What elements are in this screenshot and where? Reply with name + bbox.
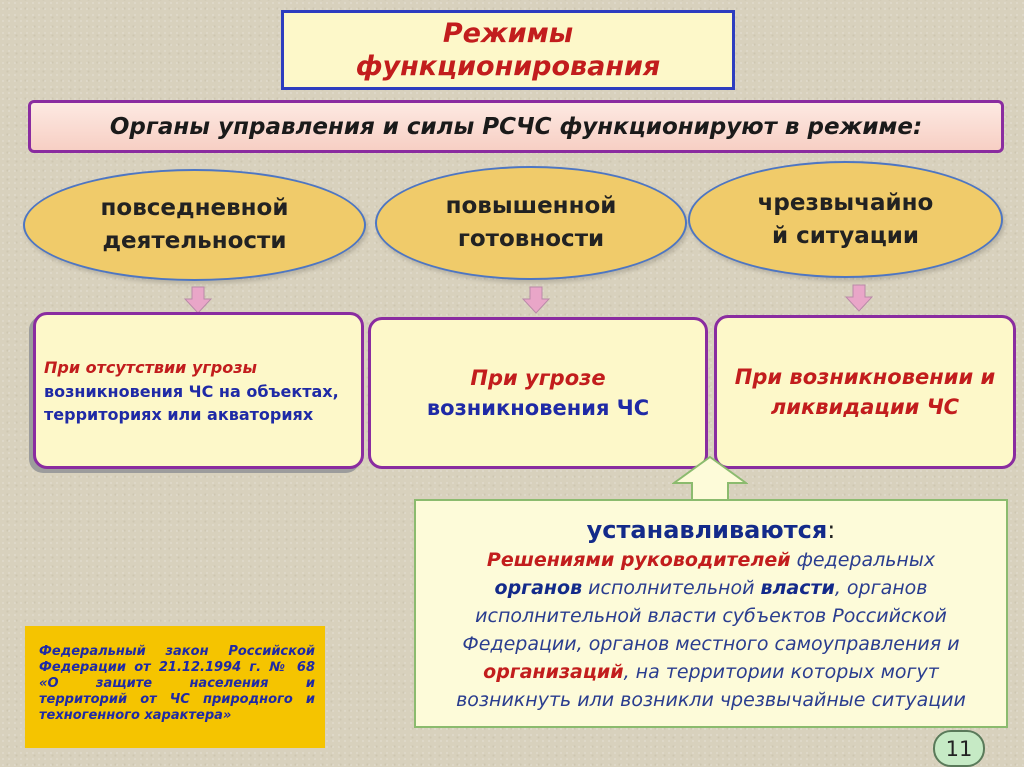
condition-daily-line-3: территориях или акваториях [44,404,314,424]
mode-daily-line-2: деятельности [102,228,287,254]
established-line-2 [495,574,928,602]
established-line-4: Федерации, органов местного самоуправления и [462,632,960,655]
slide-number: 11 [945,736,973,761]
title-line-1: Режимы [442,18,574,49]
established-heading-word: устанавливаются [586,515,828,544]
arrow-up-icon [672,455,748,503]
established-heading-colon: : [827,515,836,544]
established-line-5 [483,658,939,686]
established-heading [587,514,836,546]
condition-box-emergency [714,315,1016,469]
law-line-1: Федеральный закон Российской [39,644,315,659]
subtitle-text: Органы управления и силы РСЧС функционируют в режиме: [109,113,923,140]
established-line-2-mid: исполнительной [582,576,761,599]
mode-readiness-line-2: готовности [457,226,605,252]
established-line-3: исполнительной власти субъектов Российской [475,604,947,627]
condition-emergency-line-1: При возникновении и [734,365,996,389]
law-reference-note [25,626,325,748]
established-line-2-rest: , органов [834,576,928,599]
mode-emergency-line-1: чрезвычайно [757,189,934,216]
subtitle-banner [28,100,1004,153]
mode-daily-ellipse [23,169,366,281]
condition-emergency-line-2: ликвидации ЧС [770,395,960,419]
mode-daily-line-1: повседневной [100,195,289,221]
condition-daily-line-1: При отсутствии угрозы [44,357,257,377]
title-line-2: функционирования [355,51,661,82]
established-red-phrase: Решениями руководителей [486,548,791,571]
established-red-organizations: организаций [483,660,624,683]
condition-daily-line-2: возникновения ЧС на объектах, [44,381,339,401]
mode-emergency-ellipse [688,161,1003,278]
mode-emergency-line-2: й ситуации [772,222,919,249]
arrow-down-icon [184,286,212,314]
established-line-1 [487,546,935,574]
law-line-3: «О защите населения и [39,676,315,691]
arrow-down-icon [845,284,873,312]
established-bold-power: власти [760,576,835,599]
condition-readiness-line-1: При угрозе [470,366,606,390]
law-line-4: территорий от ЧС природного и [39,692,315,707]
established-by-box [414,499,1008,728]
established-line-1-rest: федеральных [790,548,936,571]
condition-box-readiness [368,317,708,469]
established-line-6: возникнуть или возникли чрезвычайные ситуации [456,688,966,711]
condition-readiness-line-2: возникновения ЧС [426,396,650,420]
slide-title [281,10,735,90]
arrow-down-icon [522,286,550,314]
established-bold-organs: органов [494,576,583,599]
law-line-2: Федерации от 21.12.1994 г. № 68 [39,660,315,675]
condition-box-daily [33,312,364,469]
law-line-5: техногенного характера» [39,708,232,723]
mode-readiness-line-1: повышенной [445,193,617,219]
established-line-5-rest: , на территории которых могут [623,660,939,683]
slide-number-badge [933,730,985,767]
mode-readiness-ellipse [375,166,687,280]
